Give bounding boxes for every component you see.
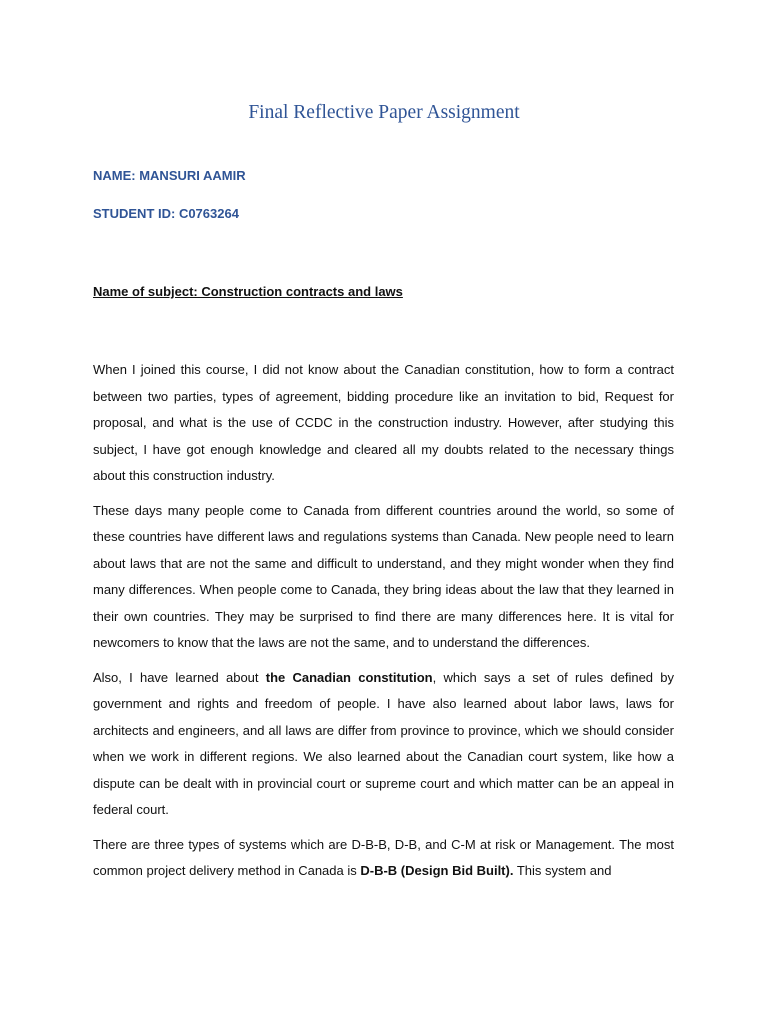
document-title: Final Reflective Paper Assignment <box>248 102 520 123</box>
paragraph-constitution <box>93 665 674 824</box>
paragraph-intro: When I joined this course, I did not know about the Canadian constitution, how to form a contract between two parties, types of agreement, bidding procedure like an invitation to bid, Request for proposal, and what is the use of CCDC in the construction industry. However, after studying this subject, I have got enough knowledge and cleared all my doubts related to the necessary things about this construction industry. <box>93 362 674 483</box>
paragraph-delivery-bold: D-B-B (Design Bid Built). <box>360 863 514 878</box>
student-id: STUDENT ID: C0763264 <box>93 206 239 221</box>
paragraph-constitution-text-2: , which says a set of rules defined by government and rights and freedom of people. I have also learned about labor laws, laws for architects and engineers, and all laws are differ from province to province, which we should consider when we work in different regions. We also learned about the Canadian court system, like how a dispute can be dealt with in provincial court or supreme court and which matter can be an appeal in federal court. <box>93 669 674 817</box>
paragraph-newcomers: These days many people come to Canada from different countries around the world, so some of these countries have different laws and regulations systems than Canada. New people need to learn about laws that are not the same and difficult to understand, and they might wonder when they find many differences. When people come to Canada, they bring ideas about the law that they learned in their own countries. They may be surprised to find there are many differences here. It is vital for newcomers to know that the laws are not the same, and to understand the differences. <box>93 502 674 650</box>
paragraph-constitution-bold: the Canadian constitution <box>265 669 433 685</box>
paragraph-delivery-systems <box>93 832 674 885</box>
paragraph-delivery-text-1: There are three types of systems which are D-B-B, D-B, and C-M at risk or Management. The most common project delivery method in Canada is <box>93 836 674 878</box>
document-body <box>93 357 674 893</box>
paragraph-delivery-text-2: This system and <box>513 863 612 878</box>
student-name: NAME: MANSURI AAMIR <box>93 168 246 183</box>
subject-heading: Name of subject: Construction contracts and laws <box>93 284 403 299</box>
paragraph-constitution-text-1: Also, I have learned about <box>93 669 266 685</box>
